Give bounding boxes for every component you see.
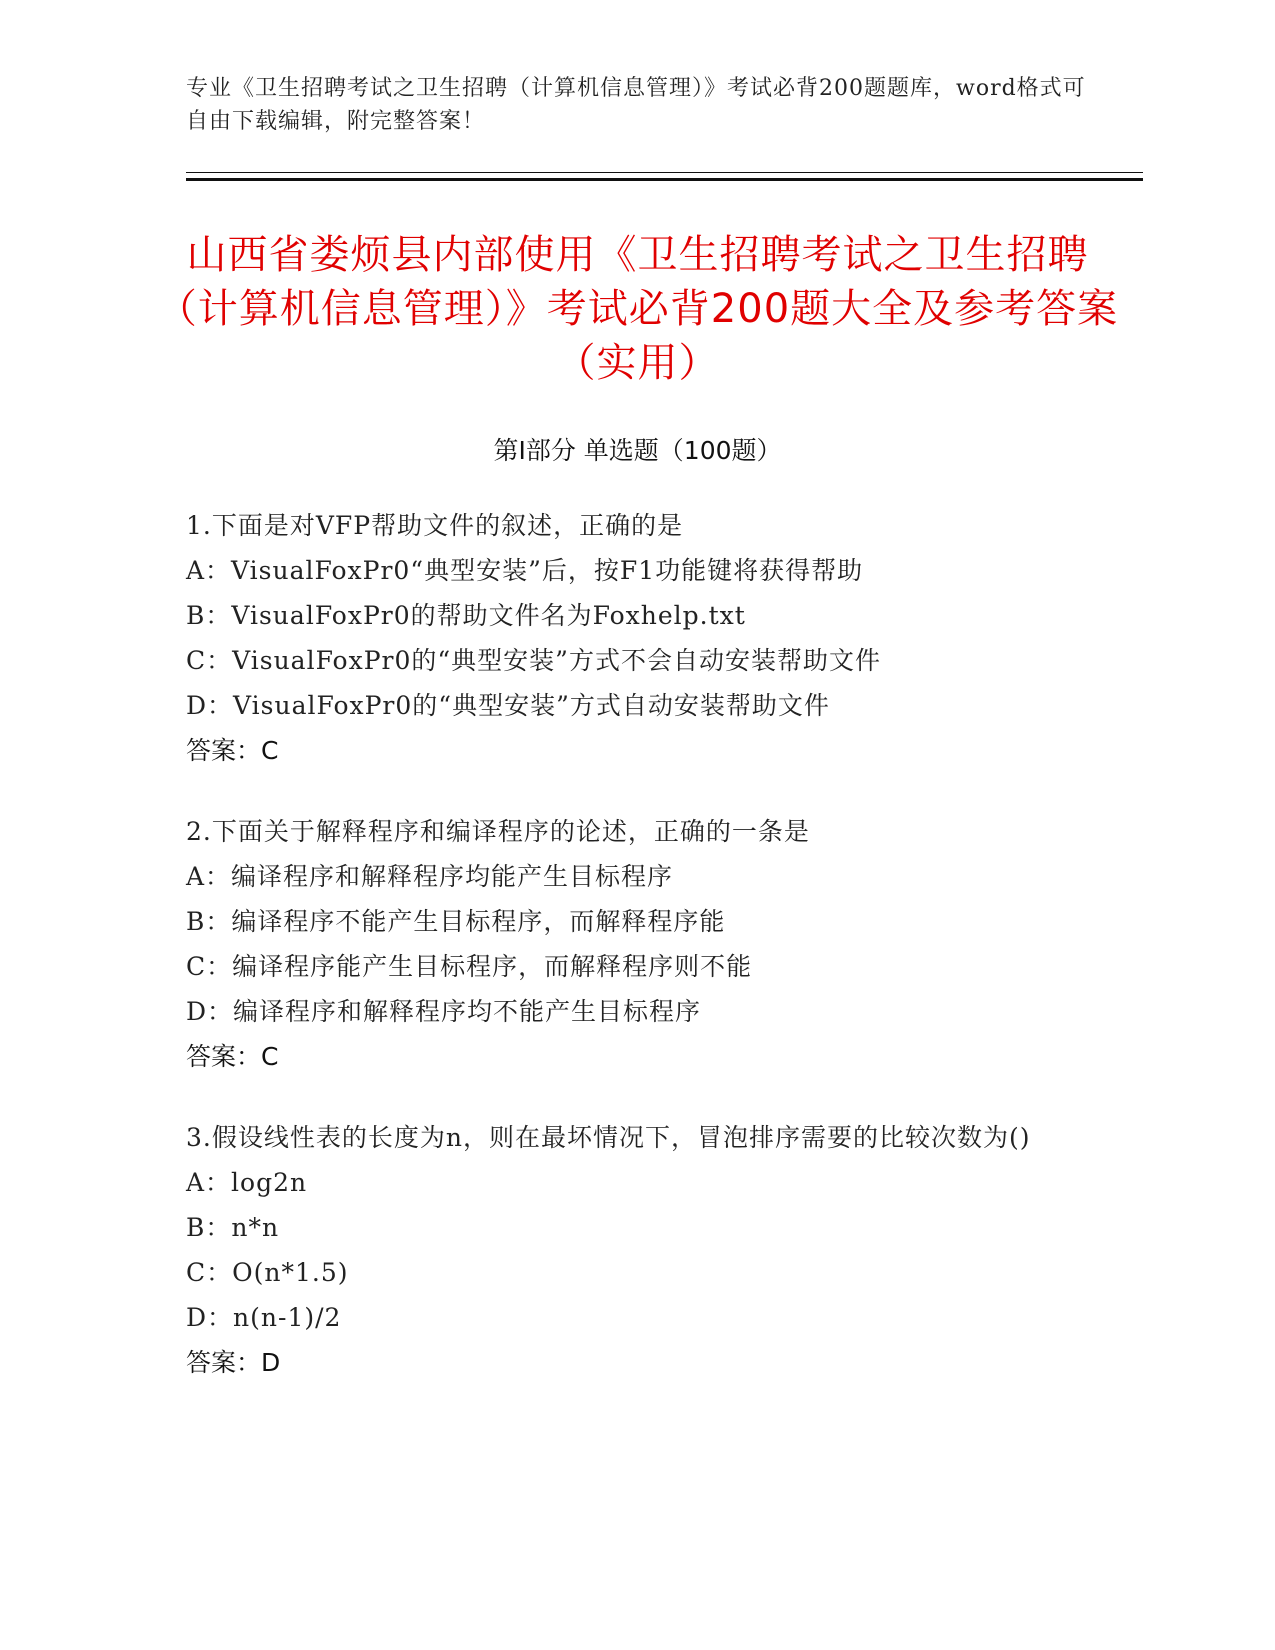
- question-stem: 3.假设线性表的长度为n，则在最坏情况下，冒泡排序需要的比较次数为(): [186, 1123, 1031, 1152]
- header-note: 专业《卫生招聘考试之卫生招聘（计算机信息管理）》考试必背200题题库，word格式可自由下载编辑，附完整答案！: [186, 76, 1086, 134]
- option-a: A：编译程序和解释程序均能产生目标程序: [186, 862, 674, 891]
- question-3: [186, 1115, 1086, 1385]
- answer: 答案：C: [186, 736, 279, 765]
- option-b: B：n*n: [186, 1213, 280, 1242]
- question-stem: 1.下面是对VFP帮助文件的叙述，正确的是: [186, 511, 684, 540]
- option-d: D：编译程序和解释程序均不能产生目标程序: [186, 997, 702, 1026]
- option-c: C：VisualFoxPr0的“典型安装”方式不会自动安装帮助文件: [186, 646, 881, 675]
- option-d: D：VisualFoxPr0的“典型安装”方式自动安装帮助文件: [186, 691, 830, 720]
- section-heading: 第Ⅰ部分 单选题（100题）: [493, 436, 782, 465]
- option-b: B：编译程序不能产生目标程序，而解释程序能: [186, 907, 726, 936]
- option-b: B：VisualFoxPr0的帮助文件名为Foxhelp.txt: [186, 601, 746, 630]
- question-stem: 2.下面关于解释程序和编译程序的论述，正确的一条是: [186, 817, 810, 846]
- question-1: [186, 503, 1086, 773]
- document-title: 山西省娄烦县内部使用《卫生招聘考试之卫生招聘（计算机信息管理）》考试必背200题大全及参考答案（实用）: [156, 232, 1119, 386]
- header-rule-thick: [186, 178, 1143, 181]
- answer: 答案：D: [186, 1348, 281, 1377]
- option-a: A：log2n: [186, 1168, 308, 1197]
- header-rule-thin: [186, 172, 1143, 173]
- option-c: C：O(n*1.5): [186, 1258, 349, 1287]
- answer: 答案：C: [186, 1042, 279, 1071]
- question-2: [186, 809, 1086, 1079]
- option-d: D：n(n-1)/2: [186, 1303, 342, 1332]
- option-c: C：编译程序能产生目标程序，而解释程序则不能: [186, 952, 753, 981]
- option-a: A：VisualFoxPr0“典型安装”后，按F1功能键将获得帮助: [186, 556, 864, 585]
